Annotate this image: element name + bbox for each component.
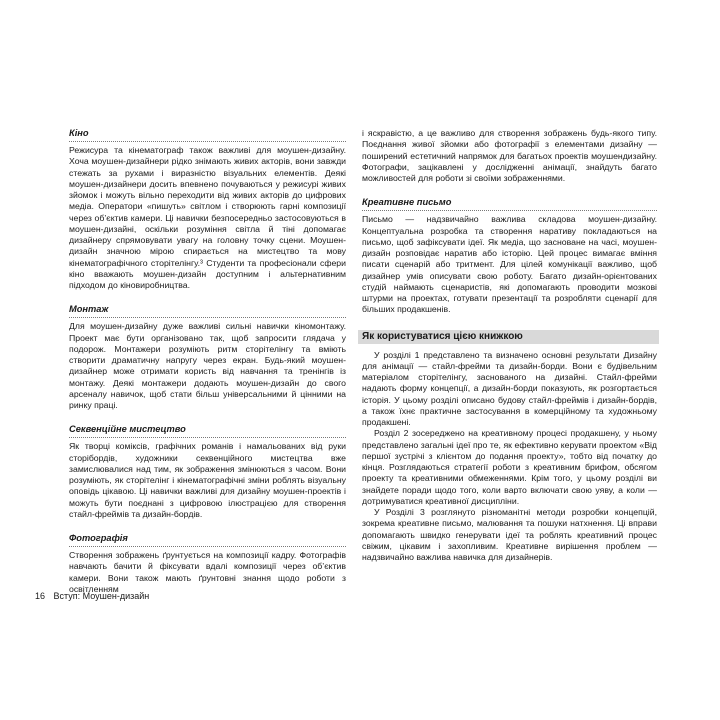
paragraph-pysmo: Письмо — надзвичайно важлива складова моушен-дизайну. Концептуальна розробка та створення наративу покладаються на письмо, щоб зафіксувати ідеї. Як медіа, що засноване на часі, моушен-дизайн розповідає наратив або історію. Цей процес вимагає вміння писати сценарій або тритмент. Для цілей комунікації важливо, щоб дизайнер умів описувати свою роботу. Багато дизайн-орієнтованих студій наймають сценаристів, які допомагають проводити мозкові штурми на проектах, готувати презентації та розробляти сценарії для більших продакшенів. [362,214,657,315]
section-title-fotohrafiia: Фотографія [69,533,346,547]
section-pysmo [362,197,657,315]
paragraph-fotohrafiia: Створення зображень ґрунтується на композиції кадру. Фотографів навчають бачити й фіксувати вдалі композиції через об’єктив камери. Вони також мають ґрунтовні знання щодо роботи з освітленням [69,550,346,594]
section-title-kino: Кіно [69,128,346,142]
section-sekventsiine [69,424,346,520]
section-title-pysmo: Креативне письмо [362,197,657,211]
section-fotohrafiia [69,533,346,595]
paragraph-how-to-1: У розділі 1 представлено та визначено основні результати Дизайну для анімації — стайл-фрейми та дизайн-борди. Вони є будівельним матеріалом сторітелінгу, заснованого на дизайні. Стайл-фрейми надають форму концепції, а дизайн-борди показують, як розгортається історія. У цьому розділі описано будову стайл-фреймів і дизайн-бордів, а також їхнє практичне застосування в комерційному та художньому продакшені. [362,349,657,427]
page-footer [35,591,155,601]
left-column [69,128,346,595]
running-title: Вступ: Моушен-дизайн [53,591,150,601]
paragraph-how-to-2: Розділ 2 зосереджено на креативному процесі продакшену, у ньому представлено загальні ідеї про те, як ефективно керувати проектом «Від першої зустрічі з клієнтом до подання проекту», тобто від початку до кінця. Розглядаються стратегії роботи з креативним брифом, обсягом проекту та креативними обмеженнями. Крім того, у цьому розділі ви знайдете поради щодо того, коли варто включати свою уяву, а коли — дотримуватися креативної дисципліни. [362,428,657,506]
paragraph-sekventsiine: Як творці коміксів, графічних романів і намальованих від руки сторібордів, художники секвенційного мистецтва вже замислювалися над тим, як зображення змінюються з часом. Вони розуміють, як сторітелінг і кінематографічні зміни роблять візуальну оповідь цікавою. Ці навички важливі для дизайну моушен-проектів і можуть бути поєднані з цифровою ілюстрацією для створення стайл-фреймів та дизайн-бордів. [69,441,346,519]
page-number: 16 [35,591,46,601]
section-montazh [69,304,346,411]
right-column [362,128,657,563]
paragraph-montazh: Для моушен-дизайну дуже важливі сильні навички кіномонтажу. Проект має бути організовано так, щоб запросити глядача у подорож. Монтажери розуміють ритм сторітелінгу та вміють створити драматичну напругу через екран. Будь-який моушен-дизайнер може отримати користь від навчання та тренінгів із монтажу. Деякі монтажери додають моушен-дизайн до свого арсеналу навичок, щоб стати більш універсальними й цінними на ринку праці. [69,321,346,410]
section-title-montazh: Монтаж [69,304,346,318]
paragraph-fotohrafiia-continued: і яскравістю, а це важливо для створення зображень будь-якого типу. Поєднання живої зйомки або фотографії з елементами дизайну — поширений естетичний напрямок для багатьох проектів моушендизайну. Фотографи, зацікавлені у дослідженні анімації, знайдуть багато можливостей для роботи зі своїми зображеннями. [362,128,657,183]
paragraph-how-to-3: У Розділі 3 розглянуто різноманітні методи розробки концепцій, зокрема креативне письмо, малювання та пошуки натхнення. Ці вправи допомагають швидко генерувати ідеї та роблять креативний процес свіжим, цікавим і захопливим. Креативне вирішення проблем — надзвичайно важлива навичка для дизайнерів. [362,507,657,562]
section-kino [69,128,346,291]
section-heading-how-to-use: Як користуватися цією книжкою [358,330,659,344]
paragraph-kino: Режисура та кінематограф також важливі для моушен-дизайну. Хоча моушен-дизайнери рідко знімають живих акторів, вони завжди стежать за рухами і виразністю візуальних елементів. Деякі моушен-дизайнери досить впевнено почуваються у режисурі живих зйомок і можуть вільно переходити від живих акторів до цифрових медіа. Оператори «пишуть» світлом і створюють гарні композиції через об’єктив камери. Ці навички безпосередньо застосовуються в моушен-дизайні, оскільки розуміння світла й тіні допомагає дизайнеру спрямовувати увагу на головну точку сцени. Моушен-дизайн значною мірою спирається на мистецтво та мову кінематографічного сторітелінгу.³ Студенти та професіонали сфери кіно вважають моушен-дизайн доступним і альтернативним підходом до кіновиробництва. [69,145,346,290]
section-title-sekventsiine: Секвенційне мистецтво [69,424,346,438]
